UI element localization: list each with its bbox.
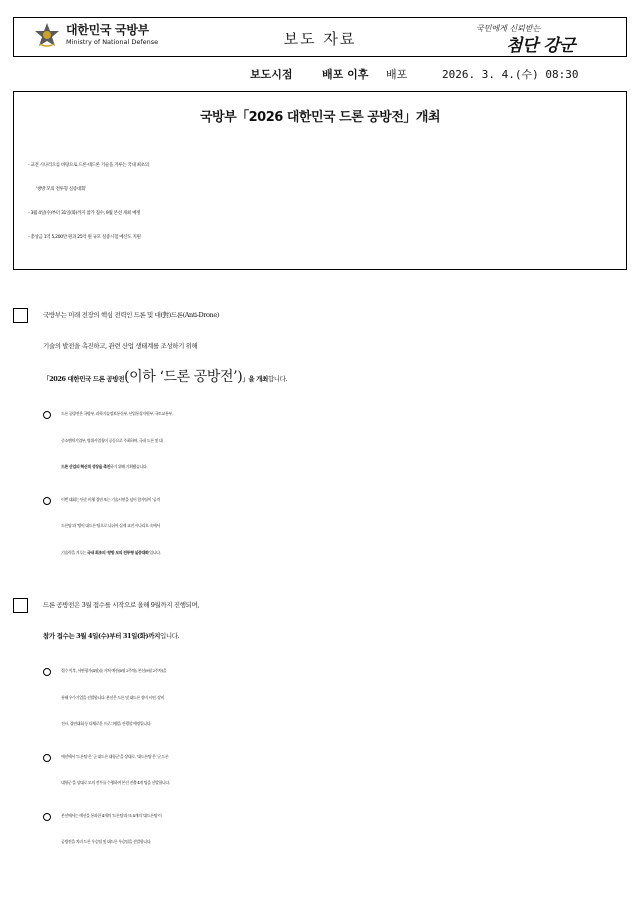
- summary-bullet: ‘쌍방 모의 전투형 실증대회’: [36, 187, 87, 192]
- bold-text: 국내 최초의 ‘쌍방 모의 전투형 실증대회’: [87, 549, 150, 555]
- paragraph-line: 대항군’을 상대로 모의 전투를 수행하여 본선 진출 4개 팀을 선발합니다.: [61, 780, 170, 785]
- bold-text: 드론 산업의 혁신적 성장을 촉진: [61, 464, 111, 469]
- section-1: [13, 300, 629, 395]
- checkbox-bullet-icon: [13, 598, 28, 613]
- doc-type: 보도 자료: [283, 30, 357, 48]
- paragraph-line: 전시, 경연대회 등 다채로운 프로그램을 진행할 예정입니다.: [61, 721, 152, 726]
- slogan-logo: [466, 21, 606, 56]
- paragraph-line: 드론 공방전은 국방부, 과학기술정보통신부, 산업통상자원부, 국토교통부,: [61, 411, 173, 416]
- paragraph-line: [43, 362, 629, 395]
- release-time-label: 보도시점: [250, 68, 293, 81]
- paragraph-line: 국방부는 미래 전장의 핵심 전력인 드론 및 대(對)드론(Anti-Drone): [43, 311, 219, 319]
- text: 하기 위해 기획됐습니다.: [110, 464, 148, 469]
- circle-bullet-icon: [43, 497, 51, 505]
- subsection-4: [13, 744, 629, 797]
- ministry-name-en: Ministry of National Defense: [66, 38, 159, 47]
- circle-bullet-icon: [43, 668, 51, 676]
- circle-bullet-icon: [43, 813, 51, 821]
- bold-text: 참가 접수는 3월 4일(수)부터 31일(화)까지: [43, 632, 160, 640]
- subsection-5: [13, 803, 629, 856]
- body-content: [13, 300, 629, 856]
- paragraph-line: 이번 대회는 단순 비행 경연 또는 기술시연을 넘어 참가팀이 ‘공격: [61, 496, 160, 502]
- distribution-label: 배포: [386, 68, 408, 81]
- embargo-label: 배포 이후: [322, 68, 369, 81]
- page-title: 국방부「2026 대한민국 드론 공방전」개최: [199, 110, 441, 125]
- text: 합니다.: [267, 375, 288, 383]
- checkbox-bullet-icon: [13, 308, 28, 323]
- paragraph-line: 중소벤처기업부, 방위사업청이 공동으로 주최하며, 국내 드론 및 대: [61, 437, 163, 443]
- section-2: [13, 590, 629, 652]
- paragraph-line: [61, 540, 629, 567]
- distribution-date: 2026. 3. 4.(수) 08:30: [442, 68, 579, 81]
- subsection-2: [13, 487, 629, 567]
- text: 기술력을 겨루는: [61, 549, 87, 555]
- subsection-1: [13, 401, 629, 481]
- summary-bullet: - 3월 4일(수)부터 31일(화)까지 참가 접수, 9월 본선 개최 예정: [28, 211, 141, 216]
- ministry-name-ko: 대한민국 국방부: [66, 23, 149, 38]
- slogan-big: 첨단 강군: [506, 36, 576, 56]
- circle-bullet-icon: [43, 411, 51, 419]
- paragraph-line: 통해 우수기업을 선발합니다. 본선은 드론 및 대드론 장비 시연, 장비: [61, 694, 165, 700]
- summary-box: [13, 91, 627, 270]
- summary-bullet: - 총상금 1억 5,200만 원과 25억 원 규모 실증시험 예산도 지원: [28, 235, 141, 240]
- paragraph-line: 기술의 발전을 촉진하고, 관련 산업 생태계를 조성하기 위해: [43, 342, 198, 350]
- paragraph-line: 드론팀’과 ‘방어 대드론’팀으로 나뉘어 실제 교전 시나리오 속에서: [61, 523, 160, 528]
- paragraph-line: 본선에서는 예선을 통과한 4개의 ‘드론팀’과 또 4개의 ‘대드론팀’이: [61, 812, 162, 818]
- subsection-3: [13, 658, 629, 738]
- press-release-header: [13, 17, 627, 57]
- release-info: [250, 66, 629, 82]
- slogan-small: 국민에게 신뢰받는: [476, 24, 541, 33]
- paragraph-line: [61, 454, 629, 481]
- paragraph-line: 공방전을 치러 드론 우승팀 및 대드론 우승팀을 선발합니다.: [61, 839, 152, 844]
- bold-text: 「2026 대한민국 드론 공방전: [43, 375, 125, 383]
- bold-text: 」을 개최: [242, 375, 268, 383]
- paragraph-line: 드론 공방전은 3월 접수를 시작으로 올해 9월까지 진행되며,: [43, 601, 200, 609]
- summary-bullet: - 교전 시나리오를 바탕으로 드론·대드론 기술을 겨루는 국내 최초의: [28, 163, 149, 168]
- paragraph-line: 예선에서 ‘드론팀’은 ‘군 대드론 대항군’을 상대로, ‘대드론팀’은 ‘군 드론: [61, 753, 169, 759]
- text: (이하 ‘드론 공방전’): [124, 369, 243, 385]
- paragraph-line: [43, 621, 629, 652]
- text: 입니다.: [149, 549, 161, 555]
- circle-bullet-icon: [43, 754, 51, 762]
- paragraph-line: 접수 이후, 서면평가(4월)를 거쳐 예선(6월 2주차), 본선(9월 2주차)을: [61, 668, 167, 673]
- text: 입니다.: [159, 632, 180, 640]
- summary-bullets: [28, 154, 616, 250]
